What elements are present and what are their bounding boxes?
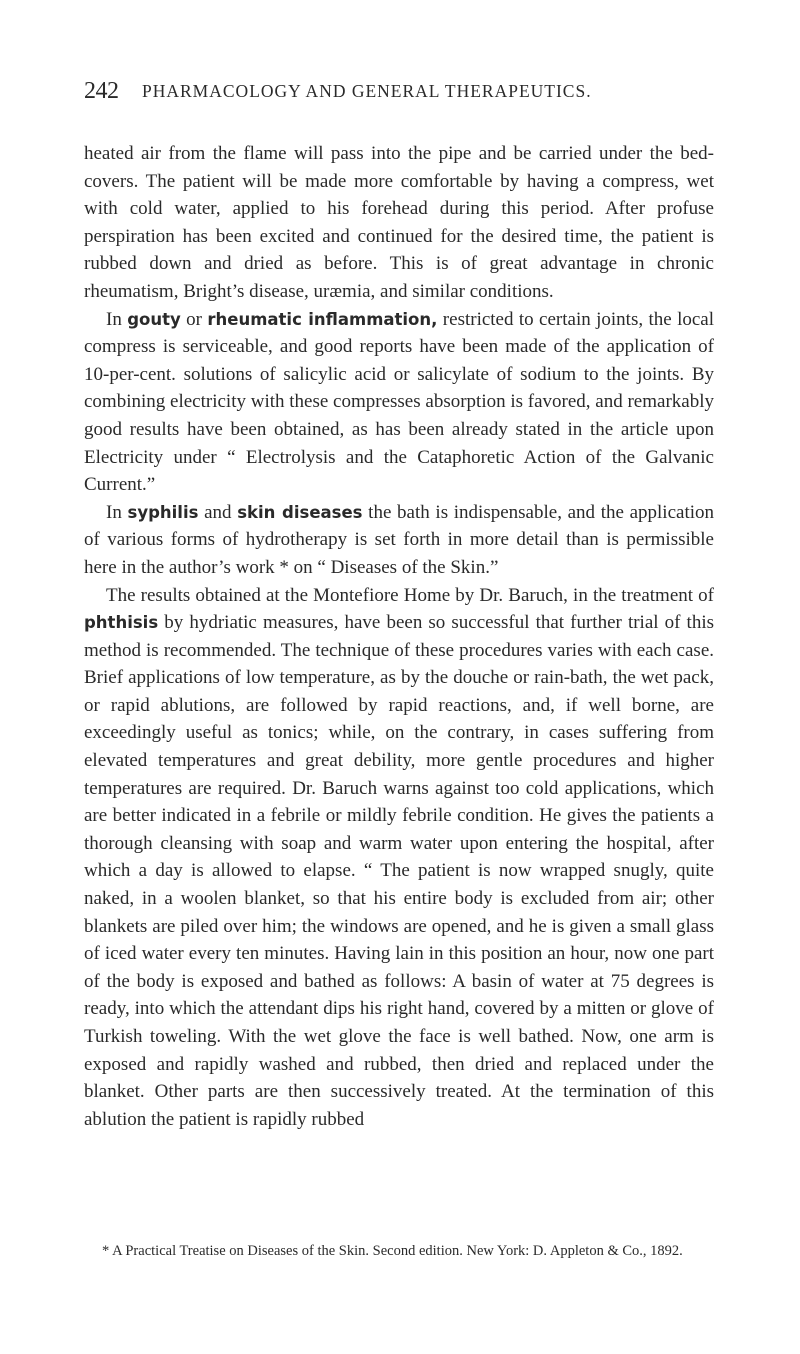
paragraph-lead: In: [106, 501, 128, 523]
paragraph-connector: or: [180, 308, 208, 330]
paragraph-continued: [84, 140, 714, 306]
paragraph-phthisis: [84, 582, 714, 1134]
topic-syphilis: syphilis: [127, 502, 199, 522]
paragraph-gouty-rheumatic: [84, 306, 714, 499]
paragraph-text: by hydriatic measures, have been so successful that further trial of this method is recommended. The technique of these procedures varies with each case. Brief applications of low temperature, as by the douche or rain-bath, the wet pack, or rapid ablutions, are followed by rapid reactions, and, if well borne, are exceedingly useful as tonics; while, on the contrary, in cases suffering from elevated temperatures and great debility, more gentle procedures and higher temperatures are required. Dr. Baruch warns against too cold applications, which are better indicated in a febrile or mildly febrile condition. He gives the patients a thorough cleansing with soap and warm water upon entering the hospital, after which a day is allowed to elapse. “ The patient is now wrapped snugly, quite naked, in a woolen blanket, so that his entire body is excluded from air; other blankets are piled over him; the windows are opened, and he is given a small glass of iced water every ten minutes. Having lain in this position an hour, now one part of the body is exposed and bathed as follows: A basin of water at 75 degrees is ready, into which the attendant dips his right hand, covered by a mitten or glove of Turkish toweling. With the wet glove the face is well bathed. Now, one arm is exposed and rapidly washed and rubbed, then dried and replaced under the blanket. Other parts are then successively treated. At the termination of this ablution the patient is rapidly rubbed: [84, 612, 714, 1130]
topic-skin-diseases: skin diseases: [237, 502, 363, 522]
paragraph-lead: The results obtained at the Montefiore Home by Dr. Baruch, in the treatment of: [106, 584, 714, 606]
topic-rheumatic-inflammation: rheumatic inflammation,: [207, 309, 438, 329]
running-title: PHARMACOLOGY AND GENERAL THERAPEUTICS.: [142, 81, 592, 101]
paragraph-text: restricted to certain joints, the local compress is serviceable, and good reports have been made of the application of 10-per-cent. solutions of salicylic acid or salicylate of sodium to the joints. By combining electricity with these compresses absorption is favored, and remarkably good results have been obtained, as has been already stated in the article upon Electricity under “ Electrolysis and the Cataphoretic Action of the Galvanic Current.”: [84, 308, 715, 496]
topic-phthisis: phthisis: [84, 613, 159, 633]
page-header: [84, 78, 714, 108]
paragraph-syphilis-skin: [84, 499, 714, 582]
paragraph-text: heated air from the flame will pass into the pipe and be carried under the bed-covers. The patient will be made more comfortable by having a compress, wet with cold water, applied to his forehead during this period. After profuse perspiration has been excited and continued for the desired time, the patient is rubbed down and dried as before. This is of great advantage in chronic rheumatism, Bright’s disease, uræmia, and similar conditions.: [84, 143, 714, 302]
paragraph-text: the bath is indispensable, and the application of various forms of hydrotherapy is set forth in more detail than is permissible here in the author’s work * on “ Diseases of the Skin.”: [84, 501, 714, 578]
body-text: [84, 140, 714, 1133]
paragraph-lead: In: [106, 308, 128, 330]
topic-gouty: gouty: [127, 309, 181, 329]
paragraph-connector: and: [198, 501, 238, 523]
page-number: 242: [84, 78, 119, 104]
footnote: * A Practical Treatise on Diseases of the Skin. Second edition. New York: D. Appleton & Co., 1892.: [102, 1243, 683, 1259]
